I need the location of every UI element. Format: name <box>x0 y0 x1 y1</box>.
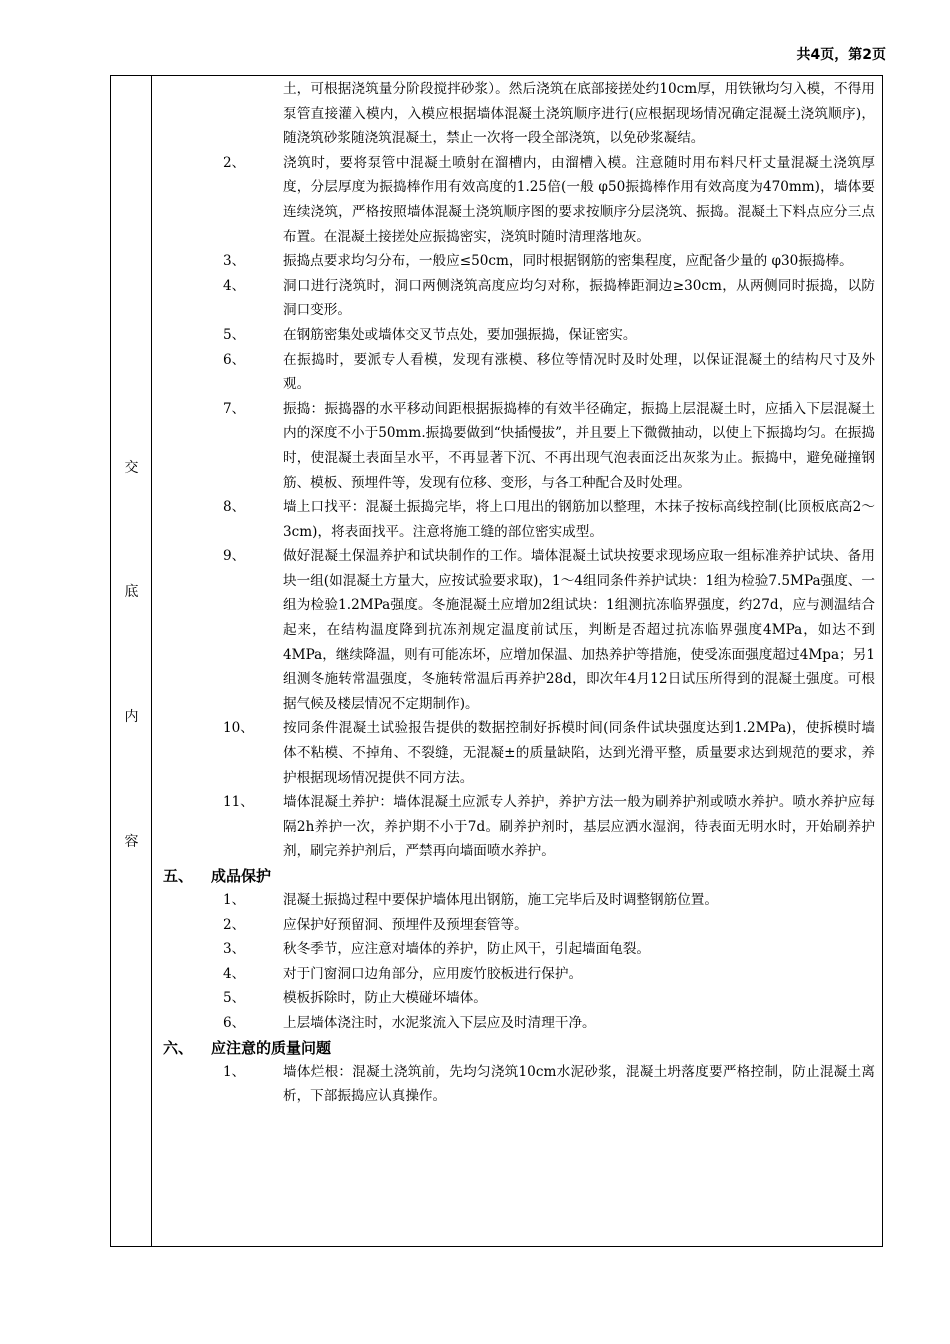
content-area <box>153 76 883 1109</box>
list-item: 6、 在振捣时，要派专人看模，发现有涨模、移位等情况时及时处理，以保证混凝土的结构尺寸及外观。 <box>223 351 875 393</box>
continuation-paragraph: 土，可根据浇筑量分阶段搅拌砂浆）。然后浇筑在底部接搓处约10cm厚，用铁锹均匀入模，不得用泵管直接灌入模内，入模应根据墙体混凝土浇筑顺序进行(应根据现场情况确定混凝土浇筑顺序)，随浇筑砂浆随浇筑混凝土，禁止一次将一段全部浇筑，以免砂浆凝结。 <box>283 81 875 147</box>
list-item: 4、 洞口进行浇筑时，洞口两侧浇筑高度应均匀对称，振捣棒距洞边≥30cm，从两侧同时振捣，以防洞口变形。 <box>223 277 875 319</box>
section-heading-finished-product-protection: 五、 成品保护 <box>163 867 272 885</box>
list-item: 10、 按同条件混凝土试验报告提供的数据控制好拆模时间(同条件试块强度达到1.2MPa)，使拆模时墙体不粘模、不掉角、不裂缝，无混凝±的质量缺陷，达到光滑平整，质量要求达到规范的要求，养护根据现场情况提供不同方法。 <box>223 720 875 786</box>
sidebar-label-column <box>111 76 152 1246</box>
sidebar-label-char: 内 <box>124 709 139 725</box>
list-item: 7、 振捣：振捣器的水平移动间距根据振捣棒的有效半径确定，振捣上层混凝土时，应插入下层混凝土内的深度不小于50mm.振捣要做到“快插慢拔”，并且要上下微微抽动，以使上下振捣均匀。在振捣时，使混凝土表面呈水平，不再显著下沉、不再出现气泡表面泛出灰浆为止。振捣中，避免碰撞钢筋、模板、预埋件等，发现有位移、变形，与各工种配合及时处理。 <box>223 400 875 491</box>
list-item: 2、 应保护好预留洞、预埋件及预埋套管等。 <box>223 916 528 933</box>
list-item: 6、 上层墙体浇注时，水泥浆流入下层应及时清理干净。 <box>223 1014 596 1031</box>
document-table <box>110 75 883 1247</box>
list-item: 1、 墙体烂根：混凝土浇筑前，先均匀浇筑10cm水泥砂浆，混凝土坍落度要严格控制，防止混凝土离析，下部振捣应认真操作。 <box>223 1063 875 1105</box>
list-item: 3、 秋冬季节，应注意对墙体的养护，防止风干，引起墙面龟裂。 <box>223 941 651 958</box>
section-heading-quality-issues: 六、 应注意的质量问题 <box>163 1038 332 1057</box>
page-number: 共4页，第2页 <box>796 47 886 63</box>
list-item: 11、 墙体混凝土养护：墙体混凝土应派专人养护，养护方法一般为刷养护剂或喷水养护。喷水养护应每隔2h养护一次，养护期不小于7d。刷养护剂时，基层应洒水湿润，待表面无明水时，开始刷养护剂，刷完养护剂后，严禁再向墙面喷水养护。 <box>223 794 875 860</box>
list-item: 9、 做好混凝土保温养护和试块制作的工作。墙体混凝土试块按要求现场应取一组标准养护试块、备用块一组(如混凝土方量大，应按试验要求取)，1～4组同条件养护试块：1组为检验7.5MPa强度、一组为检验1.2MPa强度。冬施混凝土应增加2组试块：1组测抗冻临界强度，约27d，应与测温结合起来，在结构温度降到抗冻剂规定温度前试压，判断是否超过抗冻临界强度4MPa，如达不到4MPa，继续降温，则有可能冻坏，应增加保温、加热养护等措施，使受冻面强度超过4Mpa；另1组测冬施转常温强度，冬施转常温后再养护28d，即次年4月12日试压所得到的混凝土强度。可根据气候及楼层情况不定期制作)。 <box>223 548 875 712</box>
list-item: 2、 浇筑时，要将泵管中混凝土喷射在溜槽内，由溜槽入模。注意随时用布料尺杆丈量混凝土浇筑厚度，分层厚度为振捣棒作用有效高度的1.25倍(一般 φ50振捣棒作用有效高度为470mm)，墙体要连续浇筑，严格按照墙体混凝土浇筑顺序图的要求按顺序分层浇筑、振捣。混凝土下料点应分三点布置。在混凝土接搓处应振捣密实，浇筑时随时清理落地灰。 <box>223 154 875 245</box>
list-item: 1、 混凝土振捣过程中要保护墙体甩出钢筋，施工完毕后及时调整钢筋位置。 <box>223 892 718 908</box>
sidebar-label-char: 底 <box>124 584 139 600</box>
sidebar-label-char: 容 <box>124 834 139 850</box>
list-item: 4、 对于门窗洞口边角部分，应用废竹胶板进行保护。 <box>223 965 583 982</box>
list-item: 5、 模板拆除时，防止大模碰坏墙体。 <box>223 990 487 1007</box>
list-item: 3、 振捣点要求均匀分布，一般应≤50cm，同时根据钢筋的密集程度，应配备少量的 φ30振捣棒。 <box>223 253 853 270</box>
list-item: 8、 墙上口找平：混凝土振捣完毕，将上口甩出的钢筋加以整理，木抹子按标高线控制(比顶板底高2～3cm)，将表面找平。注意将施工缝的部位密实成型。 <box>223 499 875 540</box>
list-item: 5、 在钢筋密集处或墙体交叉节点处，要加强振捣，保证密实。 <box>223 326 637 343</box>
sidebar-label-char: 交 <box>124 460 139 476</box>
